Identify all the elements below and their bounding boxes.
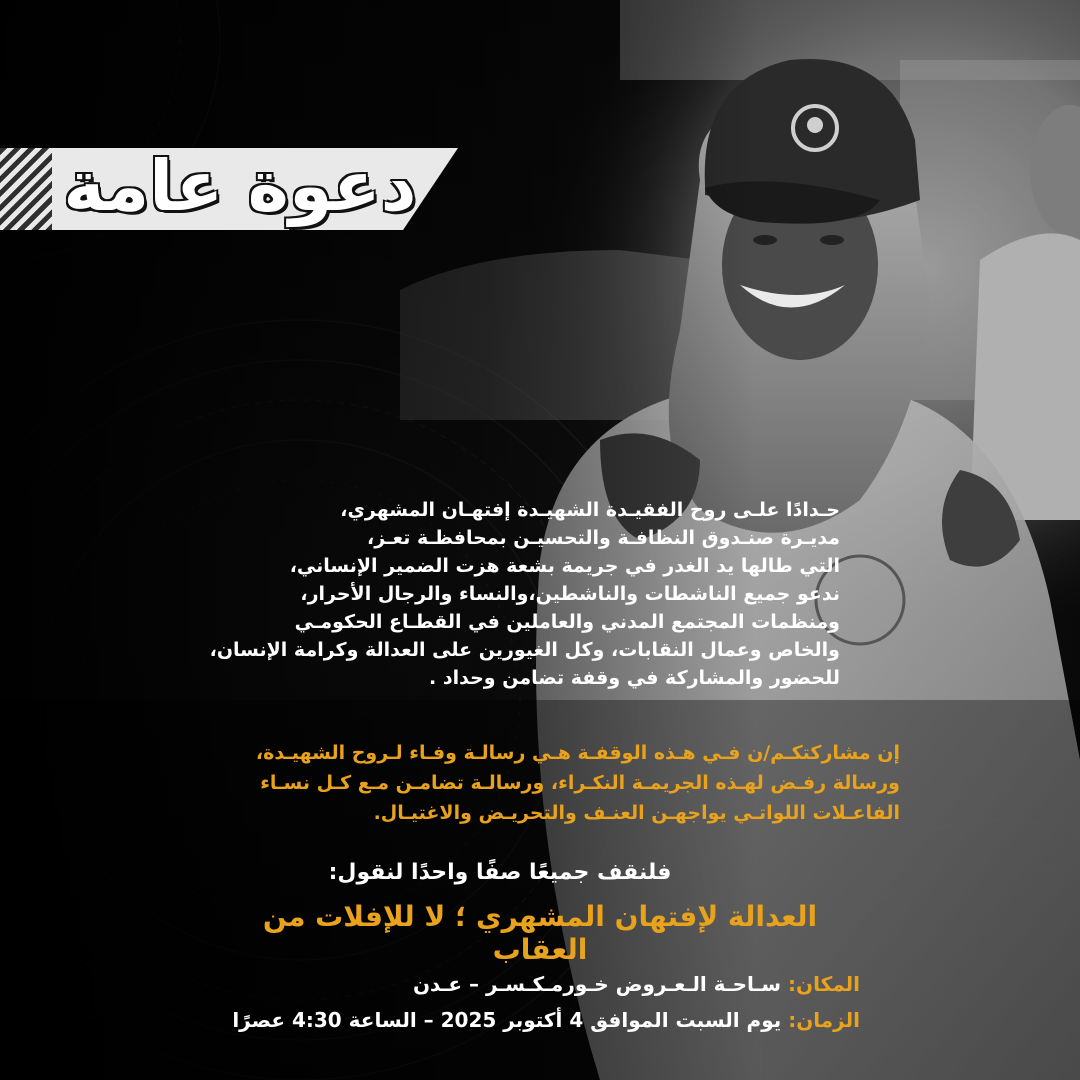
time-value: يوم السبت الموافق 4 أكتوبر 2025 – الساعة 4:30 عصرًا bbox=[232, 1008, 782, 1032]
paragraph-line: التي طالها يد الغدر في جريمة بشعة هزت الضمير الإنساني، bbox=[289, 555, 840, 577]
place-value: سـاحـة الـعـروض خـورمـكـسـر – عـدن bbox=[412, 972, 782, 996]
paragraph-line: مديـرة صنـدوق النظافـة والتحسيـن بمحافظـة تعـز، bbox=[366, 527, 840, 549]
page-title: دعوة عامة bbox=[63, 145, 417, 227]
slogan: العدالة لإفتهان المشهري ؛ لا للإفلات من العقاب bbox=[262, 900, 818, 966]
paragraph-line: للحضور والمشاركة في وقفة تضامن وحداد . bbox=[429, 667, 840, 689]
message-paragraph bbox=[60, 738, 900, 828]
paragraph-line: ومنظمات المجتمع المدني والعاملين في القطـاع الحكومـي bbox=[294, 611, 840, 633]
paragraph-line: والخاص وعمال النقابات، وكل الغيورين على العدالة وكرامة الإنسان، bbox=[209, 639, 840, 661]
paragraph-line: ندعو جميع الناشطات والناشطين،والنساء والرجال الأحرار، bbox=[300, 583, 840, 605]
place-label: المكان: bbox=[788, 972, 860, 996]
time-label: الزمان: bbox=[788, 1008, 860, 1032]
event-time bbox=[232, 1008, 860, 1032]
paragraph-line: إن مشاركتكـم/ن فـي هـذه الوقفـة هـي رسالـة وفـاء لـروح الشهيـدة، bbox=[255, 742, 900, 764]
paragraph-line: ورسالة رفـض لهـذه الجريمـة النكـراء، ورسالـة تضامـن مـع كـل نسـاء bbox=[260, 772, 900, 794]
invitation-paragraph bbox=[209, 496, 840, 692]
paragraph-line: الفاعـلات اللواتـي يواجهـن العنـف والتحريـض والاغتيـال. bbox=[373, 802, 900, 824]
event-place bbox=[240, 972, 860, 996]
call-to-action: فلنقف جميعًا صفًا واحدًا لنقول: bbox=[328, 860, 672, 885]
paragraph-line: حـدادًا علـى روح الفقيـدة الشهيـدة إفتهـان المشهري، bbox=[340, 499, 840, 521]
